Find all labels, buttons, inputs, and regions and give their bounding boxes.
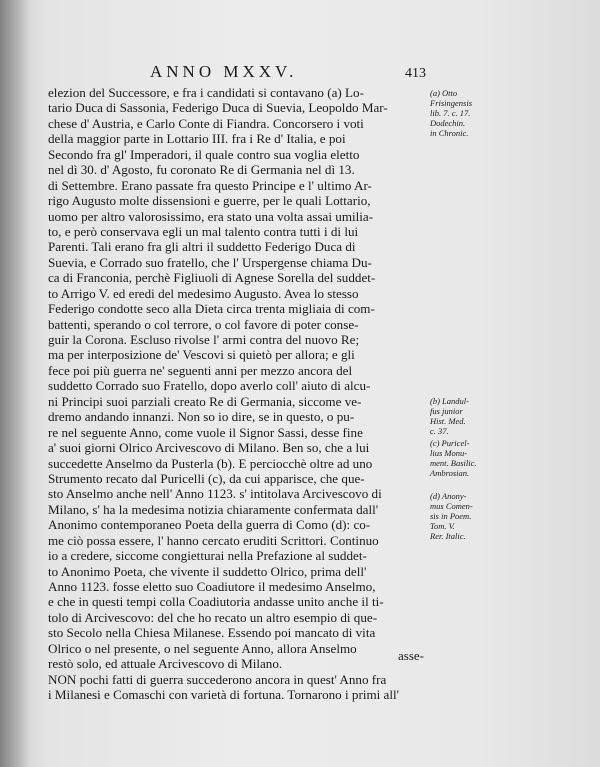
text-line: Federigo condotte seco alla Dieta circa trenta migliaia di com- — [48, 301, 375, 317]
marginal-note-line: mus Comen- — [430, 501, 473, 511]
text-line: i Milanesi e Comaschi con varietà di fortuna. Tornarono i primi all' — [48, 687, 400, 703]
marginal-note-line: (b) Landul- — [430, 396, 469, 406]
catchword: asse- — [398, 648, 424, 663]
marginal-note-line: (a) Otto — [430, 88, 458, 98]
marginal-note-line: (d) Anony- — [430, 491, 467, 501]
text-line: Parenti. Tali erano fra gli altri il suddetto Federigo Duca di — [48, 239, 356, 255]
text-line: to Arrigo V. ed eredi del medesimo Augusto. Avea lo stesso — [48, 285, 359, 301]
marginal-note-line: Hist. Med. — [430, 416, 466, 426]
text-line: ma per interposizione de' Vescovi si quietò per allora; e gli — [48, 347, 355, 363]
marginal-note-b — [430, 396, 490, 436]
marginal-note-line: (c) Puricel- — [430, 438, 470, 448]
text-line: Secondo fra gl' Imperadori, il quale contro sua voglia eletto — [48, 146, 360, 162]
text-line: rigo Augusto molte dissensioni e guerre, per le quali Lottario, — [48, 193, 371, 209]
text-line: to, e però conservava egli un mal talento contra tutti i di lui — [48, 223, 359, 239]
text-line: Suevia, e Corrado suo fratello, che l' Urspergense chiama Du- — [48, 254, 372, 270]
text-line: tolo di Arcivescovo: del che ho recato un altro esempio di que- — [48, 609, 378, 625]
text-line: di Settembre. Erano passate fra questo Principe e l' ultimo Ar- — [48, 177, 372, 193]
text-line: sto Secolo nella Chiesa Milanese. Essendo poi mancato di vita — [48, 625, 376, 641]
text-line: to Anonimo Poeta, che vivente il suddetto Olrico, prima dell' — [48, 563, 367, 579]
text-line: fece poi più guerra ne' seguenti anni per mezzo ancora del — [48, 362, 353, 378]
marginal-note-line: lius Monu- — [430, 448, 468, 458]
text-line: della maggior parte in Lottario III. fra i Re d' Italia, e poi — [48, 131, 346, 147]
text-line: battenti, sperando o col terrore, o col favore di poter conse- — [48, 316, 359, 332]
text-line: Milano, s' ha la medesima notizia chiaramente confermata dall' — [48, 501, 379, 517]
text-line: NON pochi fatti di guerra succederono ancora in quest' Anno fra — [48, 671, 387, 687]
marginal-note-a — [430, 88, 490, 138]
text-line: uomo per altro valorosissimo, era stato una volta assai umilia- — [48, 208, 374, 224]
marginal-note-line: Tom. V. — [430, 521, 455, 531]
text-line: guir la Corona. Escluso rivolse l' armi contra del nuovo Re; — [48, 332, 360, 347]
text-line: sto Anselmo anche nell' Anno 1123. s' intitolava Arcivescovo di — [48, 486, 382, 502]
text-line: Anonimo contemporaneo Poeta della guerra di Como (d): co- — [48, 517, 371, 533]
marginal-note-d — [430, 491, 490, 541]
marginal-note-line: sis in Poem. — [430, 511, 472, 521]
text-line: restò solo, ed attuale Arcivescovo di Milano. — [48, 656, 283, 672]
text-line: a' suoi giorni Olrico Arcivescovo di Milano. Ben so, che a lui — [48, 440, 370, 456]
marginal-note-line: lib. 7. c. 17. — [430, 108, 471, 118]
text-line: elezion del Successore, e fra i candidati si contavano (a) Lo- — [48, 85, 364, 100]
text-line: ca di Franconia, perchè Figliuoli di Agnese Sorella del suddet- — [48, 270, 376, 286]
text-line: io a credere, siccome congietturai nella Prefazione al suddet- — [48, 548, 367, 564]
text-line: nel dì 30. d' Agosto, fu coronato Re di Germania nel dì 13. — [48, 162, 355, 178]
marginal-note-line: Rer. Italic. — [430, 531, 466, 541]
text-line: re nel seguente Anno, come vuole il Signor Sassi, desse fine — [48, 424, 363, 440]
text-line: ni Principi suoi parziali creato Re di Germania, siccome ve- — [48, 393, 362, 409]
text-line: suddetto Corrado suo Fratello, dopo averlo coll' aiuto di alcu- — [48, 378, 371, 394]
marginal-note-line: in Chronic. — [430, 128, 469, 138]
marginal-note-line: ment. Basilic. — [430, 458, 477, 468]
text-line: Strumento recato dal Puricelli (c), da cui apparisce, che que- — [48, 470, 365, 486]
gutter-shadow — [0, 0, 30, 767]
text-line: Anno 1123. fosse eletto suo Coadiutore il medesimo Anselmo, — [48, 579, 376, 594]
main-text — [48, 85, 426, 703]
page-number: 413 — [405, 66, 426, 81]
marginal-note-line: c. 37. — [430, 426, 449, 436]
marginal-note-line: fus junior — [430, 406, 463, 416]
text-line: succedette Anselmo da Pusterla (b). E perciocchè oltre ad uno — [48, 455, 373, 471]
text-line: tario Duca di Sassonia, Federigo Duca di Suevia, Leopoldo Mar- — [48, 100, 388, 116]
marginal-note-line: Dodechin. — [430, 118, 466, 128]
text-line: chese d' Austria, e Carlo Conte di Fiandra. Concorsero i voti — [48, 115, 364, 131]
text-line: e che in questi tempi colla Coadiutoria andasse unito anche il ti- — [48, 594, 384, 610]
text-line: dremo andando innanzi. Non so io dire, se in questo, o pu- — [48, 409, 355, 425]
text-line: me ciò possa essere, l' hanno cercato eruditi Scrittori. Continuo — [48, 532, 379, 548]
marginal-note-c — [430, 438, 490, 478]
marginal-note-line: Ambrosian. — [430, 468, 470, 478]
marginal-note-line: Frisingensis — [430, 98, 473, 108]
running-title: ANNO MXXV. — [150, 62, 298, 81]
text-line: Olrico o nel presente, o nel seguente Anno, allora Anselmo — [48, 640, 357, 656]
